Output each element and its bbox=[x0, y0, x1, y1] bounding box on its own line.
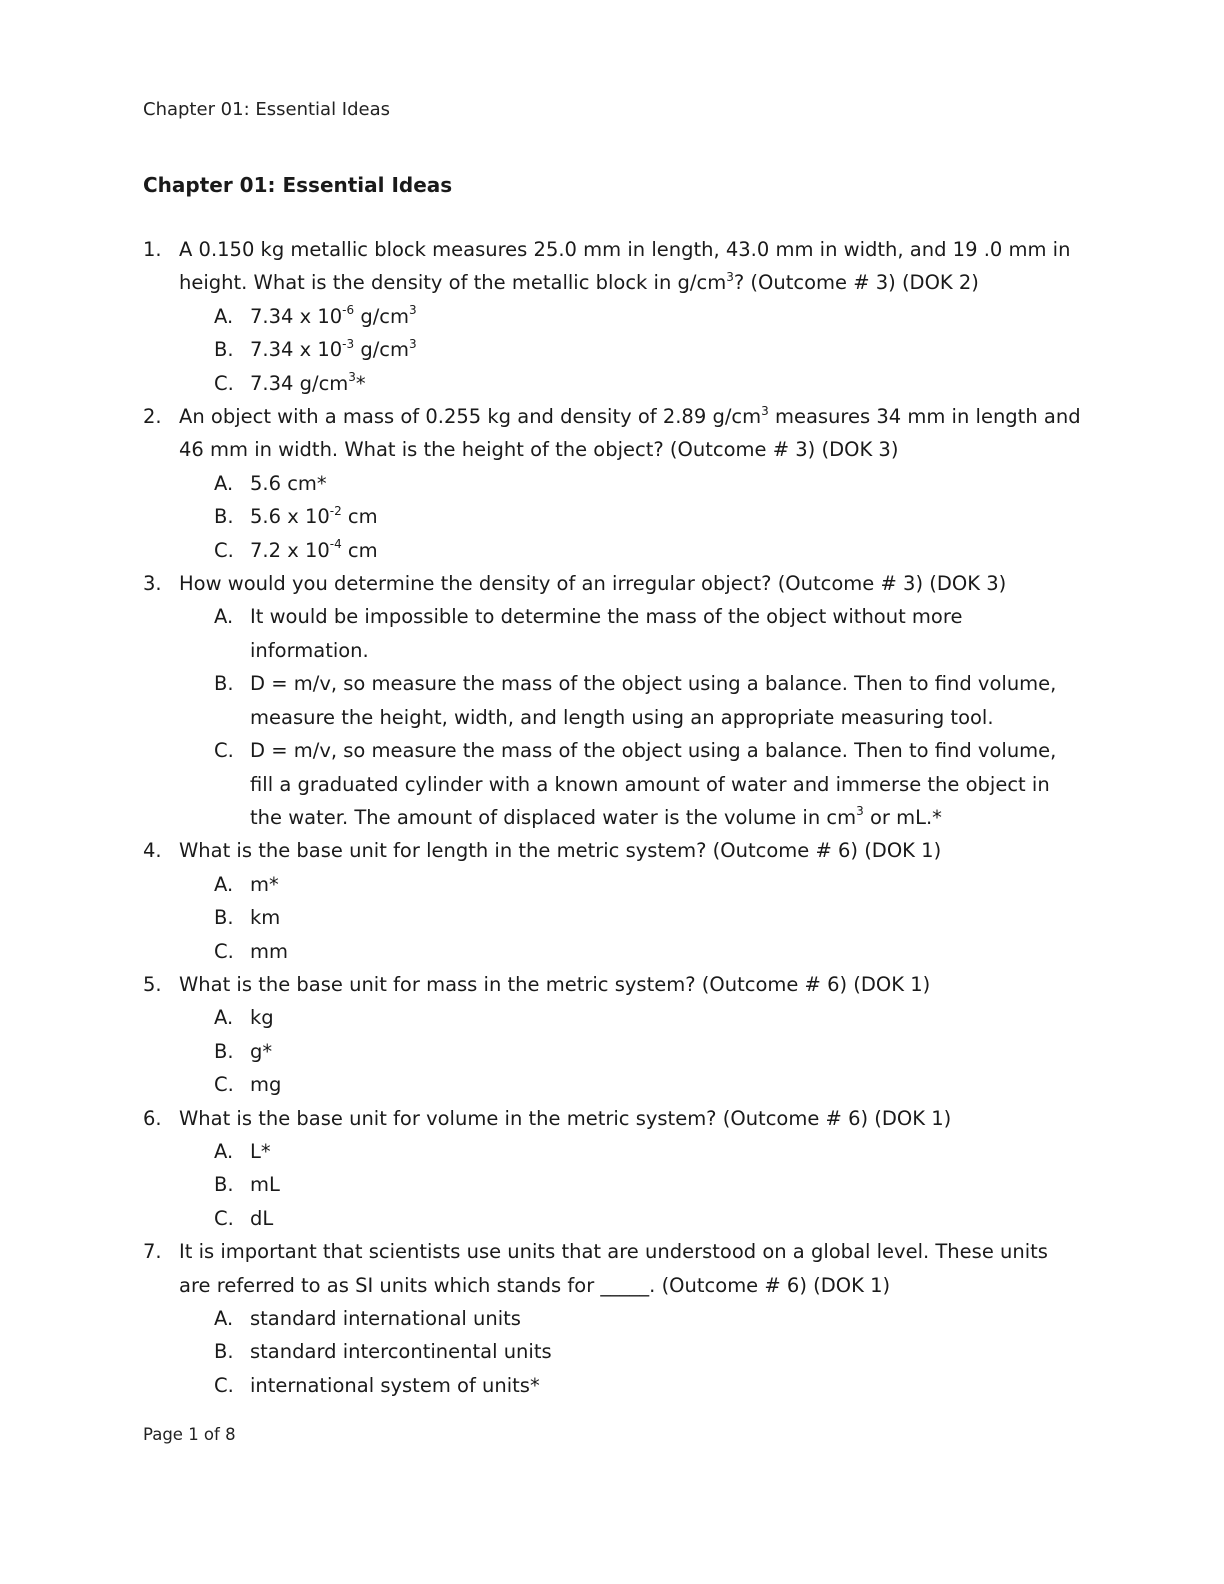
text-run: How would you determine the density of an irregular object? (Outcome # 3) (DOK 3) bbox=[179, 572, 1007, 596]
answer-option bbox=[143, 1202, 1083, 1235]
option-text bbox=[250, 1207, 273, 1230]
option-text bbox=[250, 906, 280, 929]
answer-option bbox=[143, 868, 1083, 901]
option-letter: A. bbox=[214, 1139, 234, 1163]
page-footer: Page 1 of 8 bbox=[143, 1425, 236, 1444]
text-run: mm bbox=[250, 939, 288, 963]
option-text bbox=[250, 338, 417, 361]
text-run: What is the base unit for mass in the metric system? (Outcome # 6) (DOK 1) bbox=[179, 972, 931, 996]
option-text bbox=[250, 672, 1056, 728]
text-run: g/cm bbox=[354, 338, 410, 362]
option-letter: B. bbox=[214, 1340, 234, 1364]
question-number: 2. bbox=[143, 405, 162, 429]
superscript: -6 bbox=[342, 303, 355, 318]
option-text bbox=[250, 873, 279, 896]
text-run: measures 34 mm in length and 46 mm in width. What is the height of the object? (Outcome # 3) (DOK 3) bbox=[179, 405, 1081, 462]
superscript: 3 bbox=[409, 303, 417, 318]
option-text bbox=[250, 1140, 271, 1163]
text-run: international system of units* bbox=[250, 1373, 540, 1397]
text-run: A 0.150 kg metallic block measures 25.0 mm in length, 43.0 mm in width, and 19 .0 mm in height. What is the density of the metallic block in g/cm bbox=[179, 238, 1071, 295]
option-text bbox=[250, 372, 366, 395]
answer-option bbox=[143, 901, 1083, 934]
superscript: 3 bbox=[409, 336, 417, 351]
question-number: 4. bbox=[143, 839, 162, 863]
answer-option bbox=[143, 367, 1083, 400]
option-letter: A. bbox=[214, 471, 234, 495]
question-1 bbox=[143, 233, 1083, 300]
text-run: 7.34 x 10 bbox=[250, 338, 343, 362]
page-title: Chapter 01: Essential Ideas bbox=[143, 173, 453, 197]
option-letter: C. bbox=[214, 939, 234, 963]
option-letter: B. bbox=[214, 906, 234, 930]
option-letter: A. bbox=[214, 1006, 234, 1030]
superscript: -2 bbox=[329, 503, 342, 518]
text-run: mg bbox=[250, 1073, 282, 1097]
text-run: An object with a mass of 0.255 kg and density of 2.89 g/cm bbox=[179, 405, 762, 429]
question-number: 1. bbox=[143, 238, 162, 261]
answer-option bbox=[143, 1335, 1083, 1368]
text-run: 7.34 g/cm bbox=[250, 371, 349, 395]
option-text bbox=[250, 1374, 540, 1397]
option-text bbox=[250, 1073, 281, 1096]
text-run: It is important that scientists use units that are understood on a global level. These units are referred to as SI units which stands for _____. (Outcome # 6) (DOK 1) bbox=[179, 1240, 1048, 1297]
answer-option bbox=[143, 1001, 1083, 1034]
option-text bbox=[250, 1173, 280, 1196]
answer-option bbox=[143, 467, 1083, 500]
text-run: g/cm bbox=[354, 304, 410, 328]
option-text bbox=[250, 472, 327, 495]
option-letter: C. bbox=[214, 739, 234, 763]
question-text bbox=[179, 973, 930, 996]
answer-option bbox=[143, 935, 1083, 968]
text-run: L* bbox=[250, 1139, 271, 1163]
text-run: D = m/v, so measure the mass of the object using a balance. Then to find volume, fill a graduated cylinder with a known amount of water and immerse the object in the water. The amount of displaced water is the volume in cm bbox=[250, 739, 1057, 829]
text-run: * bbox=[355, 371, 366, 395]
text-run: km bbox=[250, 906, 281, 930]
page-header: Chapter 01: Essential Ideas bbox=[143, 99, 391, 120]
answer-option bbox=[143, 1035, 1083, 1068]
superscript: -4 bbox=[329, 537, 342, 552]
text-run: kg bbox=[250, 1006, 274, 1030]
option-text bbox=[250, 1340, 552, 1363]
option-text bbox=[250, 1040, 272, 1063]
option-text bbox=[250, 605, 962, 661]
option-letter: B. bbox=[214, 338, 234, 362]
question-6 bbox=[143, 1102, 1083, 1135]
answer-option bbox=[143, 333, 1083, 366]
superscript: 3 bbox=[348, 370, 356, 385]
answer-option bbox=[143, 1168, 1083, 1201]
text-run: m* bbox=[250, 872, 279, 896]
question-text bbox=[179, 572, 1006, 595]
question-text bbox=[179, 1240, 1048, 1296]
text-run: or mL.* bbox=[863, 805, 942, 829]
superscript: -3 bbox=[342, 336, 355, 351]
text-run: It would be impossible to determine the mass of the object without more information. bbox=[250, 605, 963, 662]
text-run: standard international units bbox=[250, 1307, 521, 1330]
option-letter: B. bbox=[214, 1173, 234, 1197]
superscript: 3 bbox=[761, 403, 769, 418]
option-letter: B. bbox=[214, 1039, 234, 1063]
text-run: cm bbox=[341, 538, 378, 562]
question-3 bbox=[143, 567, 1083, 600]
answer-option bbox=[143, 534, 1083, 567]
option-letter: A. bbox=[214, 872, 234, 896]
text-run: mL bbox=[250, 1173, 280, 1197]
option-letter: B. bbox=[214, 505, 234, 529]
answer-option bbox=[143, 1068, 1083, 1101]
question-5 bbox=[143, 968, 1083, 1001]
option-text bbox=[250, 539, 378, 562]
text-run: ? (Outcome # 3) (DOK 2) bbox=[733, 271, 979, 295]
question-text bbox=[179, 405, 1081, 461]
option-text bbox=[250, 1307, 521, 1330]
text-run: D = m/v, so measure the mass of the object using a balance. Then to find volume, measure the height, width, and length using an appropriate measuring tool. bbox=[250, 672, 1057, 729]
text-run: What is the base unit for length in the metric system? (Outcome # 6) (DOK 1) bbox=[179, 839, 942, 863]
answer-option bbox=[143, 500, 1083, 533]
text-run: cm bbox=[341, 505, 378, 529]
option-letter: A. bbox=[214, 605, 234, 629]
option-letter: C. bbox=[214, 1073, 234, 1097]
superscript: 3 bbox=[726, 269, 734, 284]
option-letter: C. bbox=[214, 1206, 234, 1230]
superscript: 3 bbox=[856, 804, 864, 819]
text-run: 7.2 x 10 bbox=[250, 538, 330, 562]
question-number: 5. bbox=[143, 972, 162, 996]
option-letter: C. bbox=[214, 538, 234, 562]
text-run: 5.6 x 10 bbox=[250, 505, 330, 529]
text-run: standard intercontinental units bbox=[250, 1340, 552, 1364]
question-text bbox=[179, 1107, 951, 1130]
text-run: g* bbox=[250, 1039, 273, 1063]
text-run: What is the base unit for volume in the metric system? (Outcome # 6) (DOK 1) bbox=[179, 1106, 952, 1130]
option-text bbox=[250, 505, 378, 528]
question-text bbox=[179, 238, 1070, 294]
answer-option bbox=[143, 1302, 1083, 1335]
option-letter: B. bbox=[214, 672, 234, 696]
question-2 bbox=[143, 400, 1083, 467]
question-4 bbox=[143, 834, 1083, 867]
text-run: 7.34 x 10 bbox=[250, 304, 343, 328]
option-text bbox=[250, 739, 1056, 829]
option-letter: C. bbox=[214, 1373, 234, 1397]
answer-option bbox=[143, 600, 1083, 667]
option-letter: A. bbox=[214, 1307, 234, 1330]
answer-option bbox=[143, 300, 1083, 333]
answer-option bbox=[143, 667, 1083, 734]
answer-option bbox=[143, 734, 1083, 834]
question-number: 6. bbox=[143, 1106, 162, 1130]
question-text bbox=[179, 839, 941, 862]
answer-option bbox=[143, 1135, 1083, 1168]
text-run: 5.6 cm* bbox=[250, 471, 327, 495]
option-text bbox=[250, 940, 288, 963]
option-letter: A. bbox=[214, 304, 234, 328]
question-number: 3. bbox=[143, 572, 162, 596]
question-7 bbox=[143, 1235, 1083, 1302]
option-text bbox=[250, 1006, 274, 1029]
answer-option bbox=[143, 1369, 1083, 1402]
option-letter: C. bbox=[214, 371, 234, 395]
option-text bbox=[250, 305, 417, 328]
text-run: dL bbox=[250, 1206, 274, 1230]
question-list bbox=[143, 233, 1083, 1402]
question-number: 7. bbox=[143, 1240, 162, 1264]
